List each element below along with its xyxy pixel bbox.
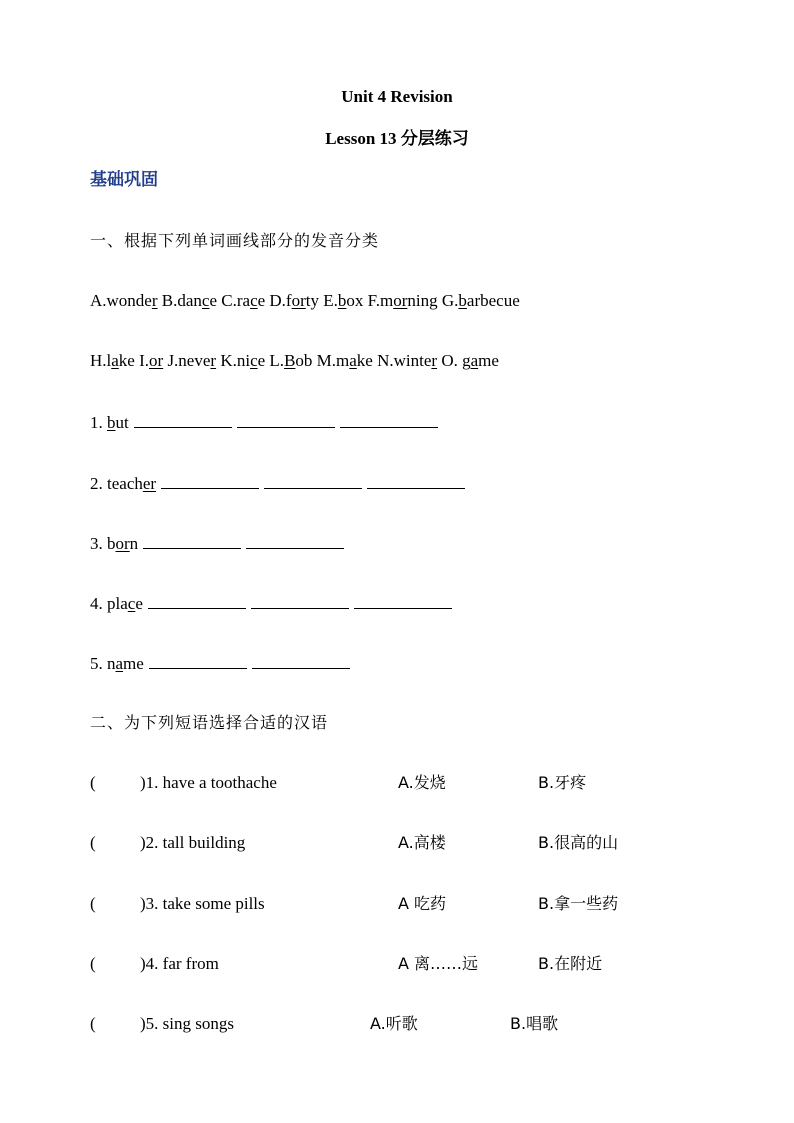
option-a: A.发烧 — [398, 773, 446, 792]
word-bank-row-2 — [90, 351, 499, 371]
answer-blank[interactable] — [367, 472, 465, 489]
word-option: F.morning — [367, 291, 438, 310]
word-option: E.box — [323, 291, 364, 310]
option-a: A 吃药 — [398, 894, 447, 913]
phrase-text: )2. tall building — [140, 833, 246, 852]
answer-blank[interactable] — [354, 592, 452, 609]
option-b: B.很高的山 — [538, 833, 619, 852]
word-option: A.wonder — [90, 291, 158, 310]
answer-blank[interactable] — [252, 652, 350, 669]
phrase-text: )1. have a toothache — [140, 773, 277, 792]
part1-heading: 一、根据下列单词画线部分的发音分类 — [90, 231, 380, 250]
item-word: 1. but — [90, 413, 129, 432]
answer-blank[interactable] — [264, 472, 362, 489]
option-b: B.牙疼 — [538, 773, 587, 792]
phrase-text: )5. sing songs — [140, 1014, 234, 1033]
underlined-letters: r — [151, 291, 158, 310]
underlined-letters: c — [250, 291, 258, 310]
answer-blank[interactable] — [134, 411, 232, 428]
underlined-letters: c — [127, 594, 136, 613]
underlined-letters: er — [142, 474, 157, 493]
phrase-text: )3. take some pills — [140, 894, 265, 913]
item-word: 5. name — [90, 654, 144, 673]
answer-blank[interactable] — [340, 411, 438, 428]
underlined-letters: c — [201, 291, 210, 310]
word-option: C.race — [221, 291, 266, 310]
answer-blank[interactable] — [148, 592, 246, 609]
underlined-letters: B — [284, 351, 296, 370]
section-heading: 基础巩固 — [90, 170, 158, 189]
word-option: H.lake — [90, 351, 135, 370]
underlined-letters: a — [349, 351, 357, 370]
classification-item — [90, 532, 344, 554]
answer-bracket[interactable]: ( — [90, 833, 96, 852]
answer-bracket[interactable]: ( — [90, 773, 96, 792]
item-word: 3. born — [90, 534, 139, 553]
underlined-letters: or — [149, 351, 164, 370]
underlined-letters: r — [210, 351, 217, 370]
option-b: B.拿一些药 — [538, 894, 619, 913]
underlined-letters: or — [115, 534, 130, 553]
option-a: A.高楼 — [398, 833, 446, 852]
underlined-letters: or — [393, 291, 408, 310]
word-option: D.forty — [269, 291, 320, 310]
option-b: B.唱歌 — [510, 1014, 559, 1033]
answer-blank[interactable] — [237, 411, 335, 428]
classification-item — [90, 592, 452, 614]
word-option: L.Bob — [269, 351, 313, 370]
option-b: B.在附近 — [538, 954, 603, 973]
underlined-letters: or — [291, 291, 306, 310]
answer-blank[interactable] — [149, 652, 247, 669]
word-option: N.winter — [377, 351, 438, 370]
answer-bracket[interactable]: ( — [90, 1014, 96, 1033]
option-a: A 离……远 — [398, 954, 479, 973]
underlined-letters: c — [250, 351, 258, 370]
word-option: K.nice — [220, 351, 266, 370]
classification-item — [90, 472, 465, 494]
classification-item — [90, 411, 438, 433]
word-bank-row-1 — [90, 291, 520, 311]
underlined-letters: b — [458, 291, 467, 310]
answer-bracket[interactable]: ( — [90, 954, 96, 973]
word-option: G.barbecue — [441, 291, 520, 310]
underlined-letters: b — [107, 413, 116, 432]
answer-blank[interactable] — [161, 472, 259, 489]
underlined-letters: a — [470, 351, 479, 370]
answer-blank[interactable] — [246, 532, 344, 549]
answer-bracket[interactable]: ( — [90, 894, 96, 913]
word-option: J.never — [167, 351, 217, 370]
item-word: 2. teacher — [90, 474, 157, 493]
underlined-letters: r — [431, 351, 438, 370]
word-option: M.make — [316, 351, 373, 370]
document-subtitle: Lesson 13 分层练习 — [325, 129, 469, 148]
underlined-letters: b — [337, 291, 347, 310]
classification-item — [90, 652, 350, 674]
word-option: O. game — [441, 351, 499, 370]
part2-heading: 二、为下列短语选择合适的汉语 — [90, 713, 329, 732]
answer-blank[interactable] — [251, 592, 349, 609]
phrase-text: )4. far from — [140, 954, 219, 973]
word-option: I.or — [139, 351, 164, 370]
word-option: B.dance — [161, 291, 218, 310]
answer-blank[interactable] — [143, 532, 241, 549]
underlined-letters: a — [115, 654, 124, 673]
option-a: A.听歌 — [370, 1014, 418, 1033]
underlined-letters: a — [111, 351, 119, 370]
item-word: 4. place — [90, 594, 143, 613]
document-title: Unit 4 Revision — [341, 87, 453, 106]
